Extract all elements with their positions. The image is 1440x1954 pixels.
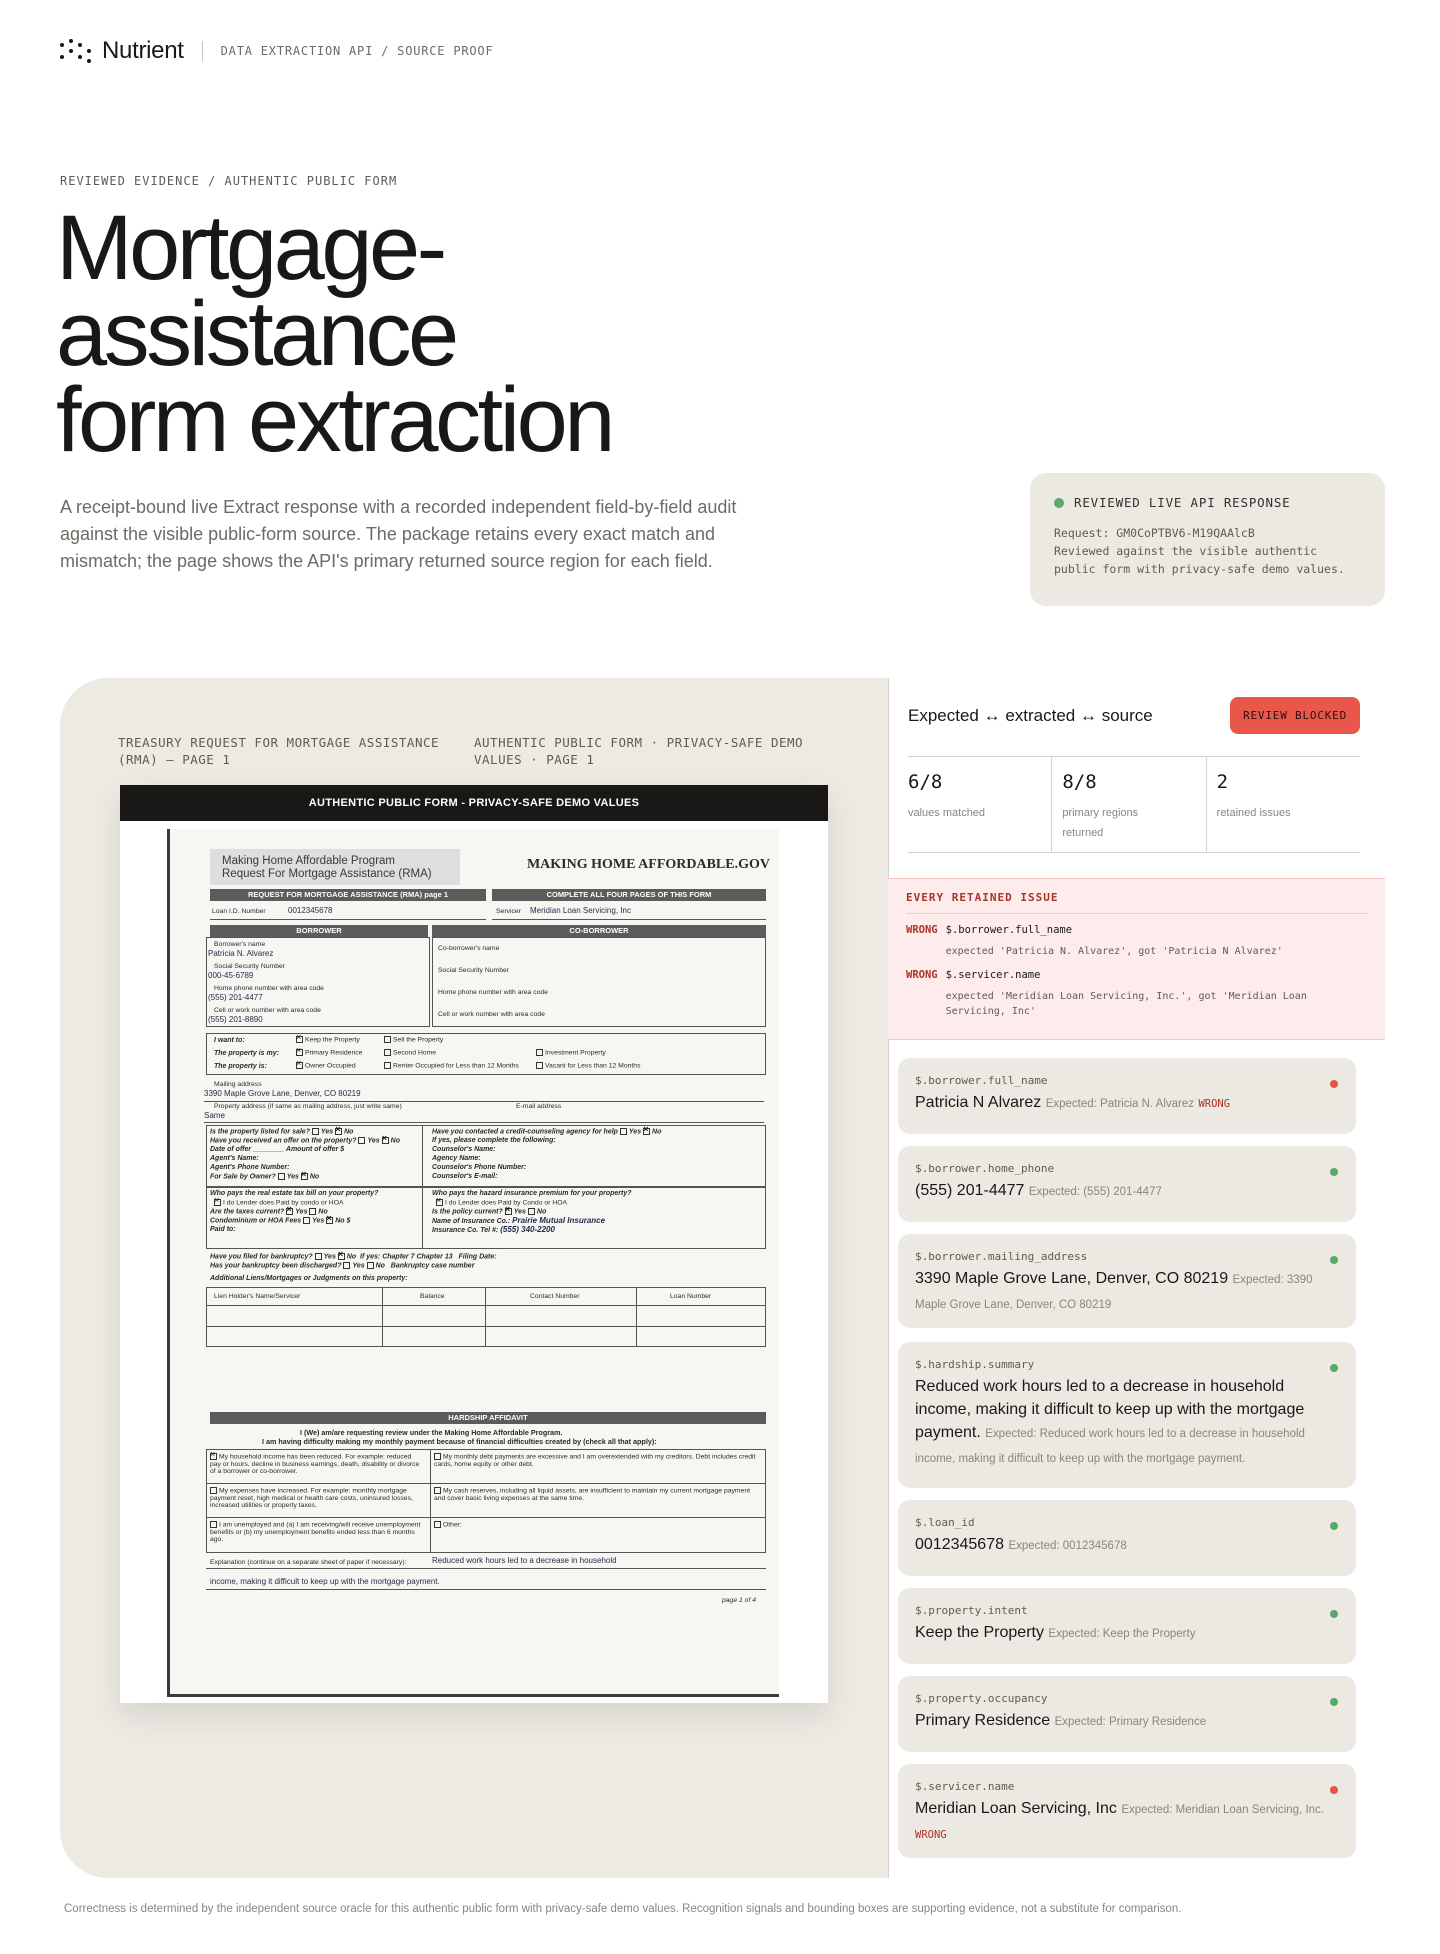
rule: [206, 1589, 766, 1590]
hardship-income: ×My household income has been reduced. For example: reduced pay or hours, decline in business earnings, death, disability or divorce of a borrower or co-borrower.: [210, 1453, 424, 1476]
document-caption-left: TREASURY REQUEST FOR MORTGAGE ASSISTANCE (RMA) — PAGE 1: [118, 735, 440, 767]
q-hazard: Who pays the hazard insurance premium for your property?: [432, 1190, 632, 1197]
stat-value: 8/8: [1062, 771, 1097, 793]
th-contact: Contact Number: [530, 1293, 580, 1300]
rule: [206, 1568, 766, 1569]
property-value: Same: [204, 1111, 225, 1120]
field-value: 0012345678: [915, 1536, 1004, 1553]
issue-message: expected 'Meridian Loan Servicing, Inc.', got 'Meridian Loan Servicing, Inc': [945, 991, 1307, 1017]
stat-retained-issues: [1206, 757, 1360, 852]
hardship-intro-1: I (We) am/are requesting review under the Making Home Affordable Program.: [300, 1428, 563, 1437]
response-card: [1030, 473, 1385, 606]
field-expected: Expected: 3390 Maple Grove Lane, Denver, CO 80219: [915, 1274, 1313, 1311]
stat-label: values matched: [908, 807, 986, 819]
page-of: page 1 of 4: [722, 1597, 757, 1604]
field-value: Keep the Property: [915, 1624, 1044, 1641]
field-expected: Expected: 0012345678: [1008, 1540, 1127, 1552]
review-header: [908, 697, 1360, 734]
status-error-icon: [1330, 1786, 1338, 1794]
co-home-label: Home phone number with area code: [438, 989, 548, 996]
rule: [204, 1101, 764, 1102]
q-agency: Agency Name:: [432, 1155, 481, 1162]
form-title: Request For Mortgage Assistance (RMA): [222, 867, 432, 880]
title-line: Mortgage-: [56, 197, 444, 299]
field-value: (555) 201-4477: [915, 1182, 1025, 1199]
hardship-expenses: My expenses have increased. For example: monthly mortgage payment reset, high medical or health care costs, uninsured losses, increased utilities or property taxes.: [210, 1487, 413, 1510]
rule: [206, 1326, 766, 1327]
rule: [206, 1305, 766, 1306]
stat-value: 2: [1216, 771, 1229, 793]
field-expected: Expected: Patricia N. Alvarez: [1045, 1098, 1195, 1110]
home-phone-value: (555) 201-4477: [208, 993, 263, 1002]
cell-label: Cell or work number with area code: [214, 1007, 321, 1014]
lede-paragraph: A receipt-bound live Extract response with a recorded independent field-by-field audit against the visible public-form source. The package retains every exact match and mismatch; the page shows the API's primary returned source region for each field.: [60, 497, 737, 571]
ssn-value: 000-45-6789: [208, 971, 254, 980]
field-value-row: [915, 1621, 1338, 1646]
mailing-value: 3390 Maple Grove Lane, Denver, CO 80219: [204, 1089, 361, 1098]
rule: [206, 1517, 766, 1518]
logo-dots-icon: [60, 39, 92, 63]
field-card[interactable]: [898, 1146, 1356, 1222]
field-expected: Expected: Meridian Loan Servicing, Inc.: [1121, 1804, 1324, 1816]
issue-path: $.borrower.full_name: [945, 924, 1073, 936]
field-card[interactable]: [898, 1500, 1356, 1576]
field-value-row: [915, 1091, 1338, 1116]
field-card[interactable]: [898, 1764, 1356, 1858]
response-status-label: REVIEWED LIVE API RESPONSE: [1074, 495, 1291, 510]
issues-divider: [906, 913, 1367, 914]
q-counselor-phone: Counselor's Phone Number:: [432, 1164, 527, 1171]
rule: [485, 1287, 486, 1347]
q-tax-options: ×I do Lender does Paid by condo or HOA: [214, 1199, 344, 1207]
issue-item[interactable]: [906, 969, 1367, 1019]
form-program: Making Home Affordable Program: [222, 855, 396, 867]
field-path: $.hardship.summary: [915, 1358, 1035, 1371]
field-expected: Expected: Primary Residence: [1054, 1716, 1207, 1728]
borrower-band: BORROWER: [210, 925, 428, 937]
status-ok-icon: [1330, 1364, 1338, 1372]
th-loan: Loan Number: [670, 1293, 712, 1300]
stat-label: primary regions returned: [1062, 807, 1139, 839]
hardship-unemployed: I am unemployed and (a) I am receiving/will receive unemployment benefits or (b) my unemployment benefits ended less than 6 months ago.: [210, 1521, 421, 1544]
occ-option-owner: × Owner Occupied: [296, 1062, 356, 1070]
servicer-value: Meridian Loan Servicing, Inc: [530, 906, 631, 915]
status-ok-icon: [1330, 1610, 1338, 1618]
rule: [210, 919, 486, 920]
field-value-row: [915, 1533, 1338, 1558]
co-ssn-label: Social Security Number: [438, 967, 510, 974]
field-value: 3390 Maple Grove Lane, Denver, CO 80219: [915, 1270, 1229, 1287]
hardship-debt: My monthly debt payments are excessive and I am overextended with my creditors. Debt includes credit cards, home equity or other debt.: [434, 1453, 756, 1468]
field-path: $.loan_id: [915, 1516, 975, 1529]
eyebrow: REVIEWED EVIDENCE / AUTHENTIC PUBLIC FORM: [60, 174, 398, 188]
response-details: [1054, 524, 1361, 578]
stat-label: retained issues: [1216, 807, 1291, 819]
field-value: Primary Residence: [915, 1712, 1051, 1729]
explanation-line-2: income, making it difficult to keep up with the mortgage payment.: [210, 1577, 440, 1586]
q-liens: Additional Liens/Mortgages or Judgments on this property:: [210, 1275, 408, 1282]
q-offer: Have you received an offer on the property? Yes × No: [210, 1137, 400, 1145]
q-paid-to: Paid to:: [210, 1226, 236, 1233]
response-note: public form with privacy-safe demo values.: [1054, 562, 1345, 576]
field-card[interactable]: [898, 1058, 1356, 1134]
occ-option-renter: Renter Occupied for Less than 12 Months: [384, 1062, 519, 1070]
q-insurance-tel: Insurance Co. Tel #: (555) 340-2200: [432, 1225, 555, 1234]
field-expected: Expected: (555) 201-4477: [1028, 1186, 1162, 1198]
hardship-reserves: My cash reserves, including all liquid assets, are insufficient to maintain my current mortgage payment and cover basic living expenses at the same time.: [434, 1487, 751, 1502]
q-counsel: Have you contacted a credit-counseling agency for help Yes × No: [432, 1128, 661, 1136]
status-ok-icon: [1330, 1168, 1338, 1176]
explanation-line-1: Reduced work hours led to a decrease in household: [432, 1556, 617, 1565]
field-card[interactable]: [898, 1588, 1356, 1664]
rule: [492, 919, 766, 920]
q-bankruptcy: Have you filed for bankruptcy? Yes × No If yes: Chapter 7 Chapter 13 Filing Date:: [210, 1253, 497, 1261]
document-caption-right: AUTHENTIC PUBLIC FORM · PRIVACY-SAFE DEMO VALUES · PAGE 1: [474, 735, 804, 767]
response-status: [1054, 495, 1361, 510]
review-status-badge[interactable]: REVIEW BLOCKED: [1230, 697, 1360, 734]
q-fsbo: For Sale by Owner? Yes × No: [210, 1173, 319, 1181]
home-phone-label: Home phone number with area code: [214, 985, 324, 992]
q-counselor: Counselor's Name:: [432, 1146, 496, 1153]
field-card[interactable]: [898, 1234, 1356, 1328]
field-value: Meridian Loan Servicing, Inc: [915, 1800, 1117, 1817]
breadcrumb: DATA EXTRACTION API / SOURCE PROOF: [220, 44, 494, 58]
want-option-sell: Sell the Property: [384, 1036, 443, 1044]
status-ok-icon: [1054, 498, 1064, 508]
field-value-row: [915, 1375, 1338, 1471]
document-banner: AUTHENTIC PUBLIC FORM - PRIVACY-SAFE DEMO VALUES: [120, 785, 828, 821]
prop-is-label: The property is:: [214, 1063, 267, 1070]
review-stats: [908, 756, 1360, 853]
field-wrong-tag: WRONG: [1198, 1098, 1231, 1110]
page-title: [56, 197, 776, 471]
field-value-row: [915, 1267, 1338, 1317]
q-taxes-current: Are the taxes current? × Yes No: [210, 1208, 328, 1216]
field-value: Reduced work hours led to a decrease in household income, making it difficult to keep up with the mortgage payment.: [915, 1378, 1305, 1441]
mha-logo: MAKING HOME AFFORDABLE.GOV: [526, 857, 770, 872]
form-title-box: [210, 849, 460, 885]
mailing-label: Mailing address: [214, 1081, 262, 1088]
field-path: $.borrower.home_phone: [915, 1162, 1055, 1175]
stat-values-matched: [908, 757, 1051, 852]
q-bankruptcy-discharged: Has your bankruptcy been discharged? Yes No Bankruptcy case number: [210, 1262, 475, 1270]
q-hazard-options: ×I do Lender does Paid by Condo or HOA: [436, 1199, 567, 1207]
servicer-label: Servicer: [496, 908, 521, 915]
loan-id-value: 0012345678: [288, 906, 333, 915]
want-label: I want to:: [214, 1037, 245, 1044]
title-line: assistance: [56, 283, 456, 385]
field-expected: Expected: Keep the Property: [1048, 1628, 1196, 1640]
q-insurance-name: Name of Insurance Co.: Prairie Mutual Insurance: [432, 1216, 606, 1225]
status-error-icon: [1330, 1080, 1338, 1088]
issue-tag: WRONG: [906, 924, 938, 936]
review-title: Expected ↔ extracted ↔ source: [908, 705, 1153, 725]
prop-option-investment: Investment Property: [536, 1049, 606, 1057]
q-hoa: Condominium or HOA Fees Yes × No $: [210, 1217, 350, 1225]
field-path: $.servicer.name: [915, 1780, 1015, 1793]
prop-option-primary: × Primary Residence: [296, 1049, 362, 1057]
want-option-keep: × Keep the Property: [296, 1036, 360, 1044]
hardship-other: Other:: [434, 1521, 462, 1529]
field-wrong-tag: WRONG: [915, 1829, 947, 1841]
q-counselor-email: Counselor's E-mail:: [432, 1173, 498, 1180]
field-path: $.borrower.full_name: [915, 1074, 1048, 1087]
brand-name: Nutrient: [102, 37, 184, 64]
issue-message: expected 'Patricia N. Alvarez', got 'Patricia N Alvarez': [945, 946, 1283, 957]
issue-path: $.servicer.name: [945, 969, 1041, 981]
th-balance: Balance: [420, 1293, 445, 1300]
title-line: form extraction: [56, 369, 612, 471]
rule: [204, 1122, 764, 1123]
prop-my-label: The property is my:: [214, 1050, 279, 1057]
field-path: $.borrower.mailing_address: [915, 1250, 1088, 1263]
status-ok-icon: [1330, 1256, 1338, 1264]
rule: [382, 1287, 383, 1347]
stat-value: 6/8: [908, 771, 943, 793]
form-band-right: COMPLETE ALL FOUR PAGES OF THIS FORM: [492, 889, 766, 901]
field-value-row: [915, 1709, 1338, 1734]
co-name-label: Co-borrower's name: [438, 945, 500, 952]
status-ok-icon: [1330, 1698, 1338, 1706]
q-counsel-2: If yes, please complete the following:: [432, 1137, 556, 1144]
th-lien: Lien Holder's Name/Servicer: [214, 1293, 301, 1300]
panel-divider: [888, 678, 889, 1878]
field-value-row: [915, 1179, 1338, 1204]
ssn-label: Social Security Number: [214, 963, 286, 970]
field-path: $.property.occupancy: [915, 1692, 1048, 1705]
q-agent-phone: Agent's Phone Number:: [210, 1164, 290, 1171]
field-card[interactable]: [898, 1342, 1356, 1488]
form-header: [210, 839, 770, 885]
explanation-label: Explanation (continue on a separate sheet of paper if necessary):: [210, 1559, 407, 1566]
q-tax: Who pays the real estate tax bill on your property?: [210, 1190, 379, 1197]
footer-note: Correctness is determined by the independent source oracle for this authentic public form with privacy-safe demo values. Recognition signals and bounding boxes are supporting evidence, not a substitute for comparison.: [64, 1903, 1182, 1915]
loan-id-label: Loan I.D. Number: [212, 908, 266, 915]
co-cell-label: Cell or work number with area code: [438, 1011, 545, 1018]
request-id: Request: GM0CoPTBV6-M19QAAlcB: [1054, 526, 1255, 540]
q-date: Date of offer ________ Amount of offer $: [210, 1146, 345, 1153]
property-label: Property address (if same as mailing address, just write same): [214, 1103, 402, 1110]
field-value-row: [915, 1797, 1338, 1847]
q-listed: Is the property listed for sale? Yes × No: [210, 1128, 353, 1136]
q-agent: Agent's Name:: [210, 1155, 259, 1162]
rule: [636, 1287, 637, 1347]
email-label: E-mail address: [516, 1103, 562, 1110]
coborrower-band: CO-BORROWER: [432, 925, 766, 937]
issue-item[interactable]: [906, 924, 1367, 959]
issue-tag: WRONG: [906, 969, 938, 981]
rule: [430, 1449, 431, 1553]
q-policy: Is the policy current? × Yes No: [432, 1208, 546, 1216]
retained-issues-panel: [888, 878, 1385, 1040]
hardship-intro-2: I am having difficulty making my monthly payment because of financial difficulties created by (check all that apply):: [262, 1437, 657, 1446]
occ-option-vacant: Vacant for Less than 12 Months: [536, 1062, 640, 1070]
status-ok-icon: [1330, 1522, 1338, 1530]
stat-primary-regions: [1051, 757, 1205, 852]
issues-title: EVERY RETAINED ISSUE: [906, 891, 1059, 904]
borrower-name-value: Patricia N. Alvarez: [208, 949, 274, 958]
rule: [206, 1483, 766, 1484]
field-card[interactable]: [898, 1676, 1356, 1752]
document-viewer[interactable]: [120, 785, 828, 1703]
header-divider: [202, 41, 203, 61]
borrower-name-label: Borrower's name: [214, 941, 266, 948]
form-band-left: REQUEST FOR MORTGAGE ASSISTANCE (RMA) page 1: [210, 889, 486, 901]
cell-value: (555) 201-8890: [208, 1015, 263, 1024]
top-bar: [60, 38, 493, 64]
hardship-band: HARDSHIP AFFIDAVIT: [210, 1412, 766, 1424]
borrower-box: [206, 937, 430, 1027]
field-expected: Expected: Reduced work hours led to a decrease in household income, making it difficult to keep up with the mortgage payment.: [915, 1428, 1305, 1465]
prop-option-second: Second Home: [384, 1049, 436, 1057]
field-value: Patricia N Alvarez: [915, 1094, 1042, 1111]
brand-logo[interactable]: [60, 37, 184, 65]
response-note: Reviewed against the visible authentic: [1054, 544, 1318, 558]
field-path: $.property.intent: [915, 1604, 1028, 1617]
scanned-form-image: [167, 829, 779, 1697]
